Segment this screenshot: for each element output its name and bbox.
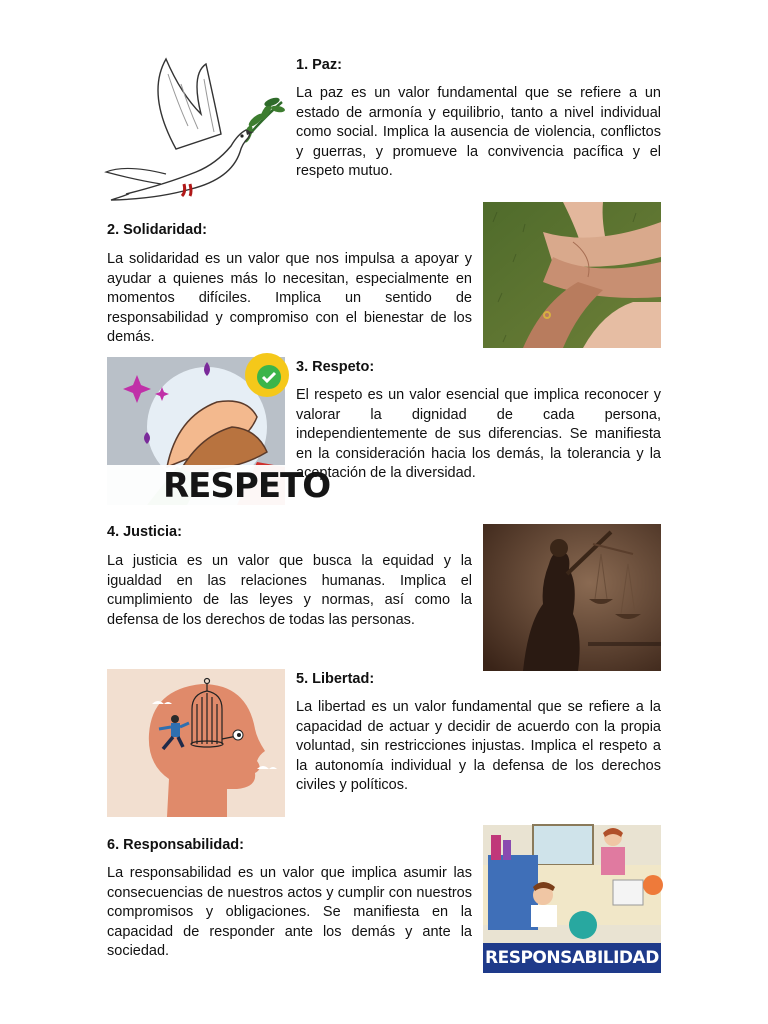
dove-image	[106, 54, 286, 204]
section-heading-justicia: 4. Justicia:	[107, 524, 182, 540]
section-text-responsabilidad: La responsabilidad es un valor que implica asumir las consecuencias de nuestros actos y cumplir con nuestros compromisos y obligaciones. Se manifiesta en la capacidad de responder ante los demás y ante la sociedad.	[107, 865, 472, 959]
respeto-image-label: RESPETO	[163, 466, 331, 506]
section-text-libertad: La libertad es un valor fundamental que se refiere a la capacidad de actuar y decidir de acuerdo con la propia voluntad, sin restricciones injustas. Implica el respeto a la autonomía individual y la defensa de los derechos civiles y políticos.	[296, 699, 661, 793]
responsabilidad-image	[483, 825, 661, 973]
section-heading-paz: 1. Paz:	[296, 57, 342, 73]
respeto-image	[107, 357, 331, 506]
lady-justice-statue-photo	[483, 524, 661, 671]
section-heading-libertad: 5. Libertad:	[296, 671, 375, 687]
section-text-paz: La paz es un valor fundamental que se refiere a un estado de armonía y equilibrio, tanto a nivel individual como social. Implica la ausencia de violencia, conflictos y guerras, y promueve la convivencia pacífica y el respeto mutuo.	[296, 85, 661, 179]
section-text-solidaridad: La solidaridad es un valor que nos impulsa a apoyar y ayudar a quienes más lo necesitan, especialmente en momentos difíciles. Implica un sentido de responsabilidad y compromiso con el bienestar de los demás.	[107, 251, 472, 345]
responsabilidad-image-label: RESPONSABILIDAD	[485, 948, 659, 968]
section-text-justicia: La justicia es un valor que busca la equidad y la igualdad en las relaciones humanas. Implica el cumplimiento de las leyes y normas, así como la defensa de los derechos de todas las personas.	[107, 553, 472, 628]
head-with-open-cage-illustration	[107, 669, 285, 817]
dove-with-olive-branch-icon	[106, 54, 286, 204]
libertad-image	[107, 669, 285, 817]
section-heading-respeto: 3. Respeto:	[296, 359, 375, 375]
solidaridad-image	[483, 202, 661, 348]
linked-hands-photo	[483, 202, 661, 348]
section-heading-solidaridad: 2. Solidaridad:	[107, 222, 207, 238]
justicia-image	[483, 524, 661, 671]
section-text-respeto: El respeto es un valor esencial que implica reconocer y valorar la dignidad de cada persona, independientemente de sus diferencias. Se manifiesta en la consideración hacia los demás, la tolerancia y la aceptación de la diversidad.	[296, 387, 661, 481]
section-heading-responsabilidad: 6. Responsabilidad:	[107, 837, 244, 853]
